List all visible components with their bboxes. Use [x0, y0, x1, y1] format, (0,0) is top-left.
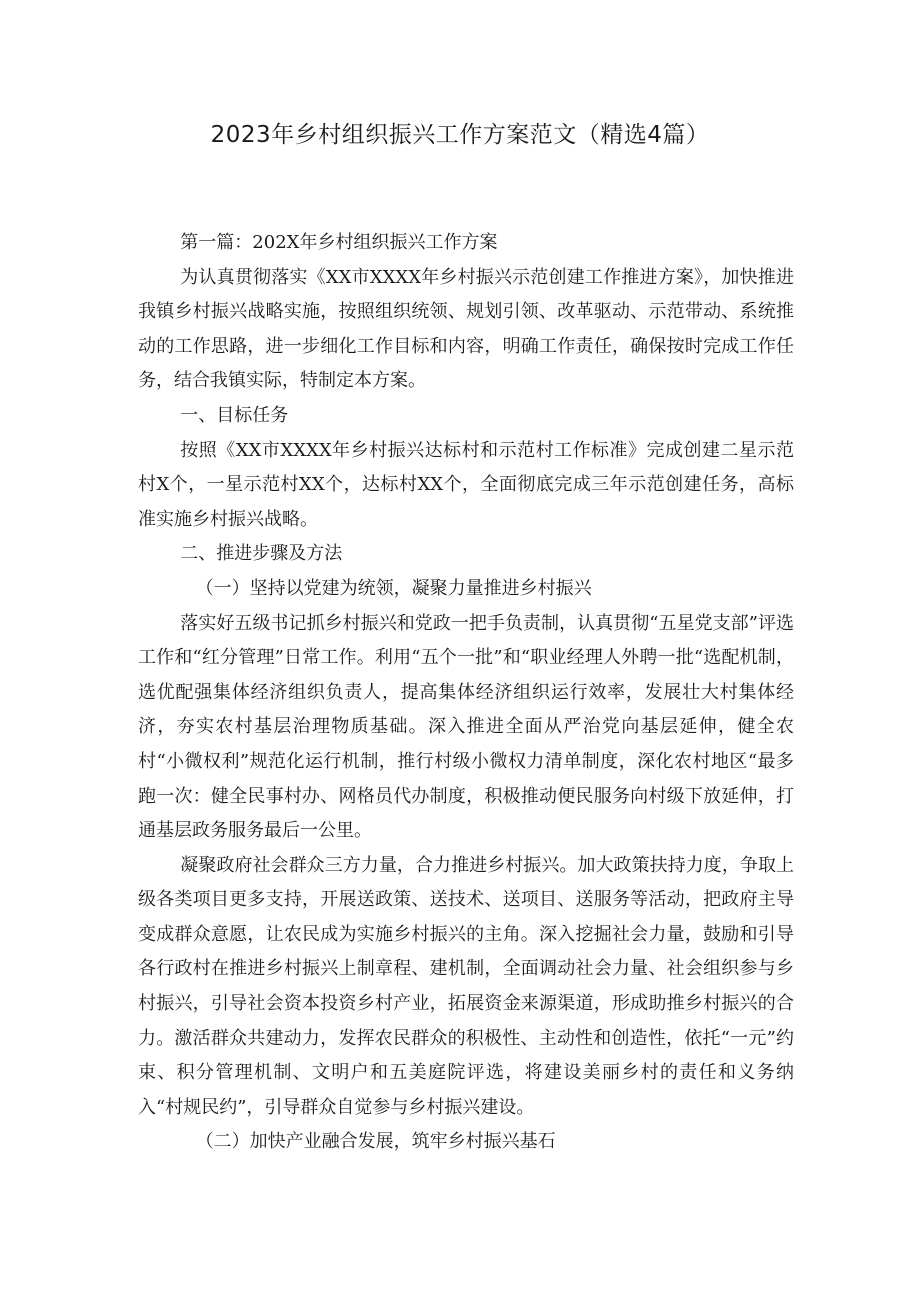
body-paragraph-1: 落实好五级书记抓乡村振兴和党政一把手负责制，认真贯彻“五星党支部”评选工作和“红分管理”日常工作。利用“五个一批”和“职业经理人外聘一批“选配机制，选优配强集体经济组织负责人，提高集体经济组织运行效率，发展壮大村集体经济，夯实农村基层治理物质基础。深入推进全面从严治党向基层延伸，健全农村“小微权利”规范化运行机制，推行村级小微权力清单制度，深化农村地区“最多跑一次：健全民事村办、网格员代办制度，积极推动便民服务向村级下放延伸，打通基层政务服务最后一公里。 [138, 612, 794, 842]
subsection-heading-2: （二）加快产业融合发展，筑牢乡村振兴基石 [195, 1131, 556, 1153]
document-body [138, 226, 794, 1160]
chapter-heading: 第一篇：202X年乡村组织振兴工作方案 [180, 232, 498, 253]
goals-paragraph: 按照《XX市XXXX年乡村振兴达标村和示范村工作标准》完成创建二星示范村X个，一星示范村XX个，达标村XX个，全面彻底完成三年示范创建任务，高标准实施乡村振兴战略。 [138, 439, 794, 530]
document-title: 2023年乡村组织振兴工作方案范文（精选4篇） [210, 122, 710, 148]
body-paragraph-2: 凝聚政府社会群众三方力量，合力推进乡村振兴。加大政策扶持力度，争取上级各类项目更多支持，开展送政策、送技术、送项目、送服务等活动，把政府主导变成群众意愿，让农民成为实施乡村振兴的主角。深入挖掘社会力量，鼓励和引导各行政村在推进乡村振兴上制章程、建机制，全面调动社会力量、社会组织参与乡村振兴，引导社会资本投资乡村产业，拓展资金来源渠道，形成助推乡村振兴的合力。激活群众共建动力，发挥农民群众的积极性、主动性和创造性，依托“一元”约束、积分管理机制、文明户和五美庭院评选，将建设美丽乡村的责任和义务纳入“村规民约”，引导群众自觉参与乡村振兴建设。 [138, 854, 794, 1118]
intro-paragraph: 为认真贯彻落实《XX市XXXX年乡村振兴示范创建工作推进方案》，加快推进我镇乡村振兴战略实施，按照组织统领、规划引领、改革驱动、示范带动、系统推动的工作思路，进一步细化工作目标和内容，明确工作责任，确保按时完成工作任务，结合我镇实际，特制定本方案。 [138, 266, 794, 392]
section-heading-goals: 一、目标任务 [180, 404, 289, 426]
section-heading-steps: 二、推进步骤及方法 [180, 543, 343, 565]
subsection-heading-1: （一）坚持以党建为统领，凝聚力量推进乡村振兴 [195, 577, 592, 599]
